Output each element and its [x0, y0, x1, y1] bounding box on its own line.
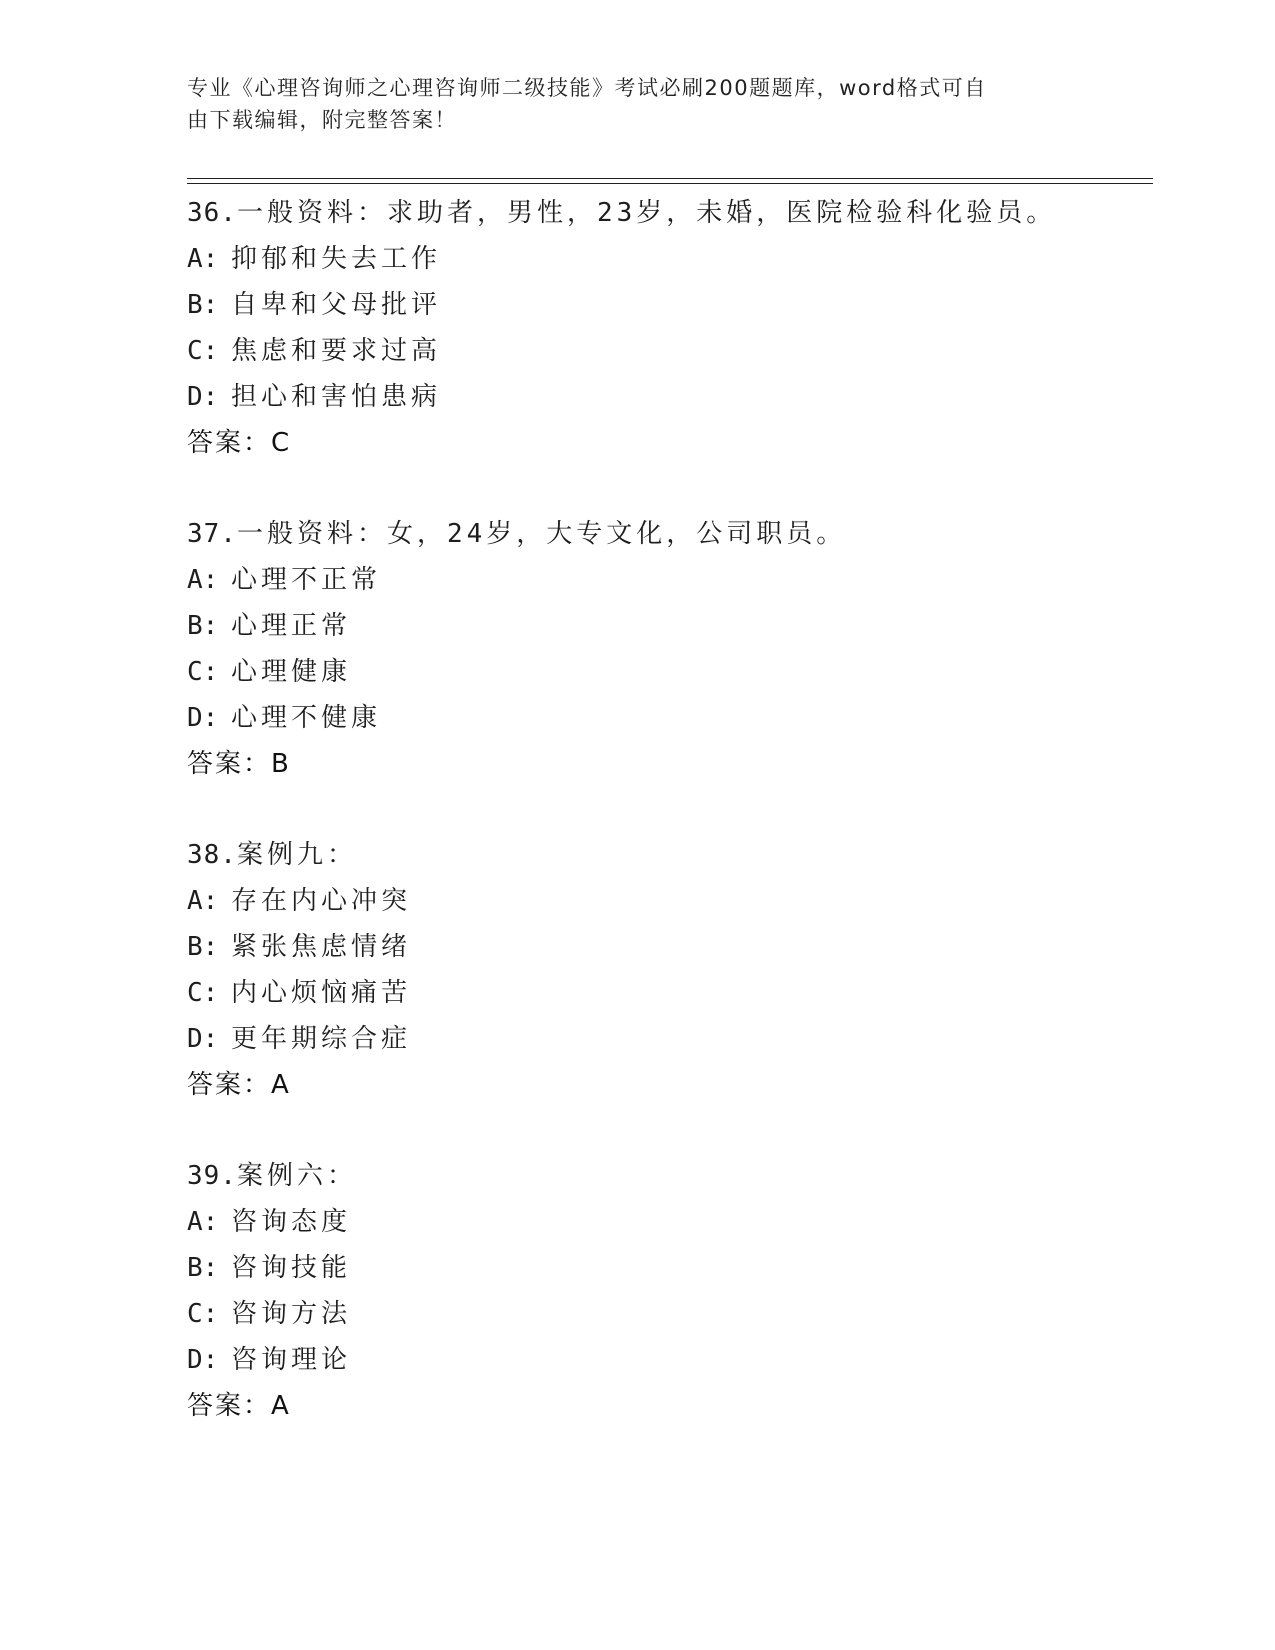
option-key: A: — [187, 565, 219, 595]
answer-line: 答案：A — [187, 1391, 291, 1421]
header-divider-bottom — [187, 183, 1153, 184]
question-title — [187, 190, 1153, 236]
question-number: 39. — [187, 1161, 237, 1191]
option-b — [187, 924, 1153, 970]
option-key: A: — [187, 244, 219, 274]
option-text: 内心烦恼痛苦 — [231, 978, 412, 1008]
header-divider-top — [187, 178, 1153, 179]
question-text: 案例九： — [236, 840, 357, 870]
option-a — [187, 236, 1153, 282]
question-36 — [187, 190, 1153, 466]
option-a — [187, 1199, 1153, 1245]
option-c — [187, 1291, 1153, 1337]
option-text: 更年期综合症 — [231, 1024, 412, 1054]
option-b — [187, 282, 1153, 328]
option-text: 紧张焦虑情绪 — [231, 932, 412, 962]
option-text: 心理不健康 — [231, 703, 382, 733]
option-text: 咨询理论 — [231, 1345, 352, 1375]
option-key: C: — [187, 1299, 219, 1329]
option-c — [187, 649, 1153, 695]
option-key: B: — [187, 1253, 219, 1283]
option-d — [187, 1337, 1153, 1383]
question-text: 一般资料：求助者，男性，23岁，未婚，医院检验科化验员。 — [236, 198, 1057, 228]
option-key: A: — [187, 886, 219, 916]
question-text: 案例六： — [236, 1161, 357, 1191]
option-key: C: — [187, 978, 219, 1008]
option-key: B: — [187, 611, 219, 641]
option-key: A: — [187, 1207, 219, 1237]
option-text: 自卑和父母批评 — [231, 290, 442, 320]
option-a — [187, 878, 1153, 924]
option-text: 焦虑和要求过高 — [231, 336, 442, 366]
question-list — [187, 190, 1153, 1474]
option-d — [187, 1016, 1153, 1062]
option-key: B: — [187, 932, 219, 962]
question-number: 37. — [187, 519, 237, 549]
document-header — [187, 72, 1067, 136]
option-text: 担心和害怕患病 — [231, 382, 442, 412]
question-number: 38. — [187, 840, 237, 870]
option-c — [187, 328, 1153, 374]
option-d — [187, 374, 1153, 420]
question-37 — [187, 511, 1153, 787]
option-text: 心理不正常 — [231, 565, 382, 595]
option-key: B: — [187, 290, 219, 320]
option-key: C: — [187, 657, 219, 687]
question-38 — [187, 832, 1153, 1108]
question-number: 36. — [187, 198, 237, 228]
answer-line: 答案：A — [187, 1070, 291, 1100]
header-line-1: 专业《心理咨询师之心理咨询师二级技能》考试必刷200题题库，word格式可自 — [187, 76, 987, 100]
answer-line: 答案：B — [187, 749, 291, 779]
option-text: 心理健康 — [231, 657, 352, 687]
option-text: 咨询方法 — [231, 1299, 352, 1329]
option-key: D: — [187, 382, 219, 412]
option-text: 心理正常 — [231, 611, 352, 641]
header-line-2: 由下载编辑，附完整答案！ — [187, 108, 457, 132]
question-title — [187, 832, 1153, 878]
option-key: D: — [187, 703, 219, 733]
option-text: 存在内心冲突 — [231, 886, 412, 916]
option-key: D: — [187, 1345, 219, 1375]
option-key: C: — [187, 336, 219, 366]
option-text: 咨询态度 — [231, 1207, 352, 1237]
option-text: 抑郁和失去工作 — [231, 244, 442, 274]
option-key: D: — [187, 1024, 219, 1054]
option-b — [187, 603, 1153, 649]
question-title — [187, 511, 1153, 557]
question-title — [187, 1153, 1153, 1199]
option-b — [187, 1245, 1153, 1291]
option-c — [187, 970, 1153, 1016]
option-text: 咨询技能 — [231, 1253, 352, 1283]
option-d — [187, 695, 1153, 741]
option-a — [187, 557, 1153, 603]
answer-line: 答案：C — [187, 428, 292, 458]
question-39 — [187, 1153, 1153, 1429]
question-text: 一般资料：女，24岁，大专文化，公司职员。 — [236, 519, 847, 549]
